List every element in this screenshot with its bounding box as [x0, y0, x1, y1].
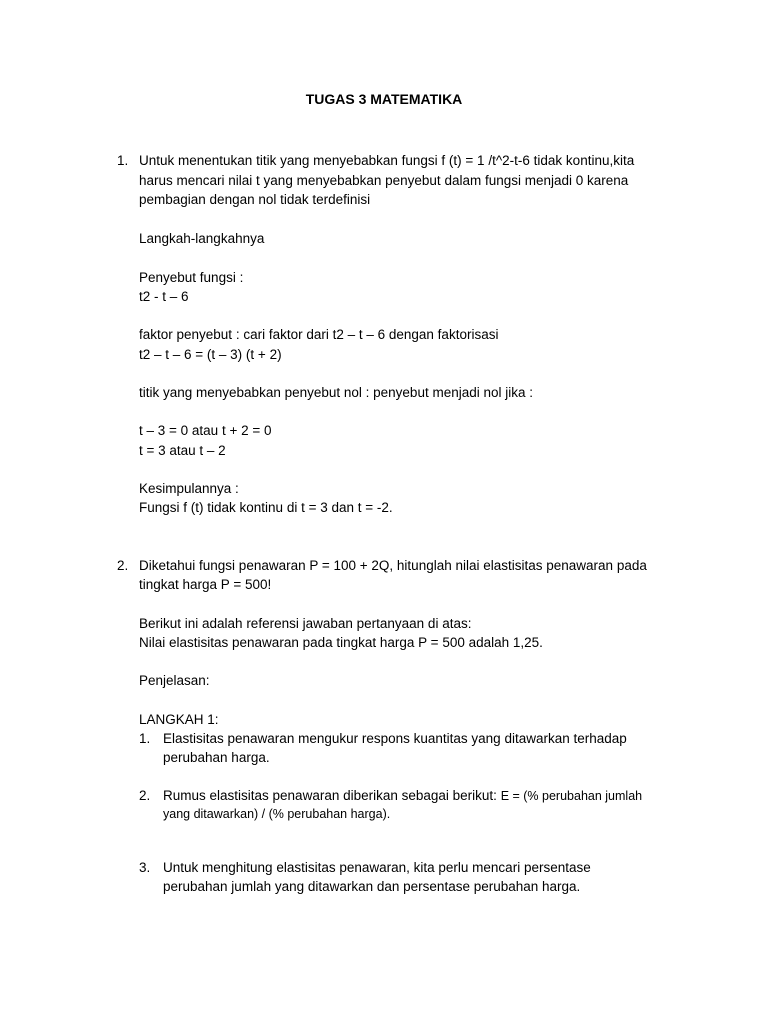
- q2-item-3-line-1: Untuk menghitung elastisitas penawaran, kita perlu mencari persentase: [163, 860, 591, 875]
- q1-intro-line-2: harus mencari nilai t yang menyebabkan penyebut dalam fungsi menjadi 0 karena: [139, 173, 629, 188]
- q2-item-2-line-1-main: Rumus elastisitas penawaran diberikan sebagai berikut:: [163, 788, 501, 803]
- q2-item-1-line-1: Elastisitas penawaran mengukur respons kuantitas yang ditawarkan terhadap: [163, 731, 627, 746]
- q1-factor-label: faktor penyebut : cari faktor dari t2 – t – 6 dengan faktorisasi: [139, 327, 499, 342]
- q1-zero-point-label: titik yang menyebabkan penyebut nol : penyebut menjadi nol jika :: [139, 385, 534, 400]
- q1-zero-eq-2: t = 3 atau t – 2: [139, 443, 226, 458]
- q1-factor-expr: t2 – t – 6 = (t – 3) (t + 2): [139, 347, 282, 362]
- q2-question-line-1: Diketahui fungsi penawaran P = 100 + 2Q, hitunglah nilai elastisitas penawaran pada: [139, 558, 647, 573]
- q1-conclusion-text: Fungsi f (t) tidak kontinu di t = 3 dan t = -2.: [139, 500, 393, 515]
- q2-item-2-line-1: [163, 786, 642, 807]
- q2-item-2-line-1-formula: E = (% perubahan jumlah: [500, 789, 643, 803]
- q2-item-2-number: 2.: [139, 788, 151, 803]
- q1-number: 1.: [117, 153, 129, 168]
- q2-number: 2.: [117, 558, 129, 573]
- q2-item-3-number: 3.: [139, 860, 151, 875]
- q2-reference-answer: Nilai elastisitas penawaran pada tingkat harga P = 500 adalah 1,25.: [139, 635, 543, 650]
- q2-item-2-line-2: yang ditawarkan) / (% perubahan harga).: [163, 807, 391, 821]
- q2-item-3-line-2: perubahan jumlah yang ditawarkan dan persentase perubahan harga.: [163, 879, 581, 894]
- document-title: TUGAS 3 MATEMATIKA: [305, 91, 463, 107]
- q1-denominator-label: Penyebut fungsi :: [139, 270, 244, 285]
- q2-reference-intro: Berikut ini adalah referensi jawaban pertanyaan di atas:: [139, 616, 472, 631]
- q1-intro-line-1: Untuk menentukan titik yang menyebabkan fungsi f (t) = 1 /t^2-t-6 tidak kontinu,kita: [139, 153, 635, 168]
- q2-step-heading: LANGKAH 1:: [139, 712, 219, 727]
- q1-intro-line-3: pembagian dengan nol tidak terdefinisi: [139, 192, 371, 207]
- q2-item-1-number: 1.: [139, 731, 151, 746]
- q1-zero-eq-1: t – 3 = 0 atau t + 2 = 0: [139, 423, 272, 438]
- q1-denominator-expr: t2 - t – 6: [139, 289, 189, 304]
- q2-explanation-label: Penjelasan:: [139, 673, 210, 688]
- q2-question-line-2: tingkat harga P = 500!: [139, 577, 272, 592]
- q1-conclusion-label: Kesimpulannya :: [139, 481, 239, 496]
- q2-item-1-line-2: perubahan harga.: [163, 750, 270, 765]
- q1-steps-heading: Langkah-langkahnya: [139, 231, 265, 246]
